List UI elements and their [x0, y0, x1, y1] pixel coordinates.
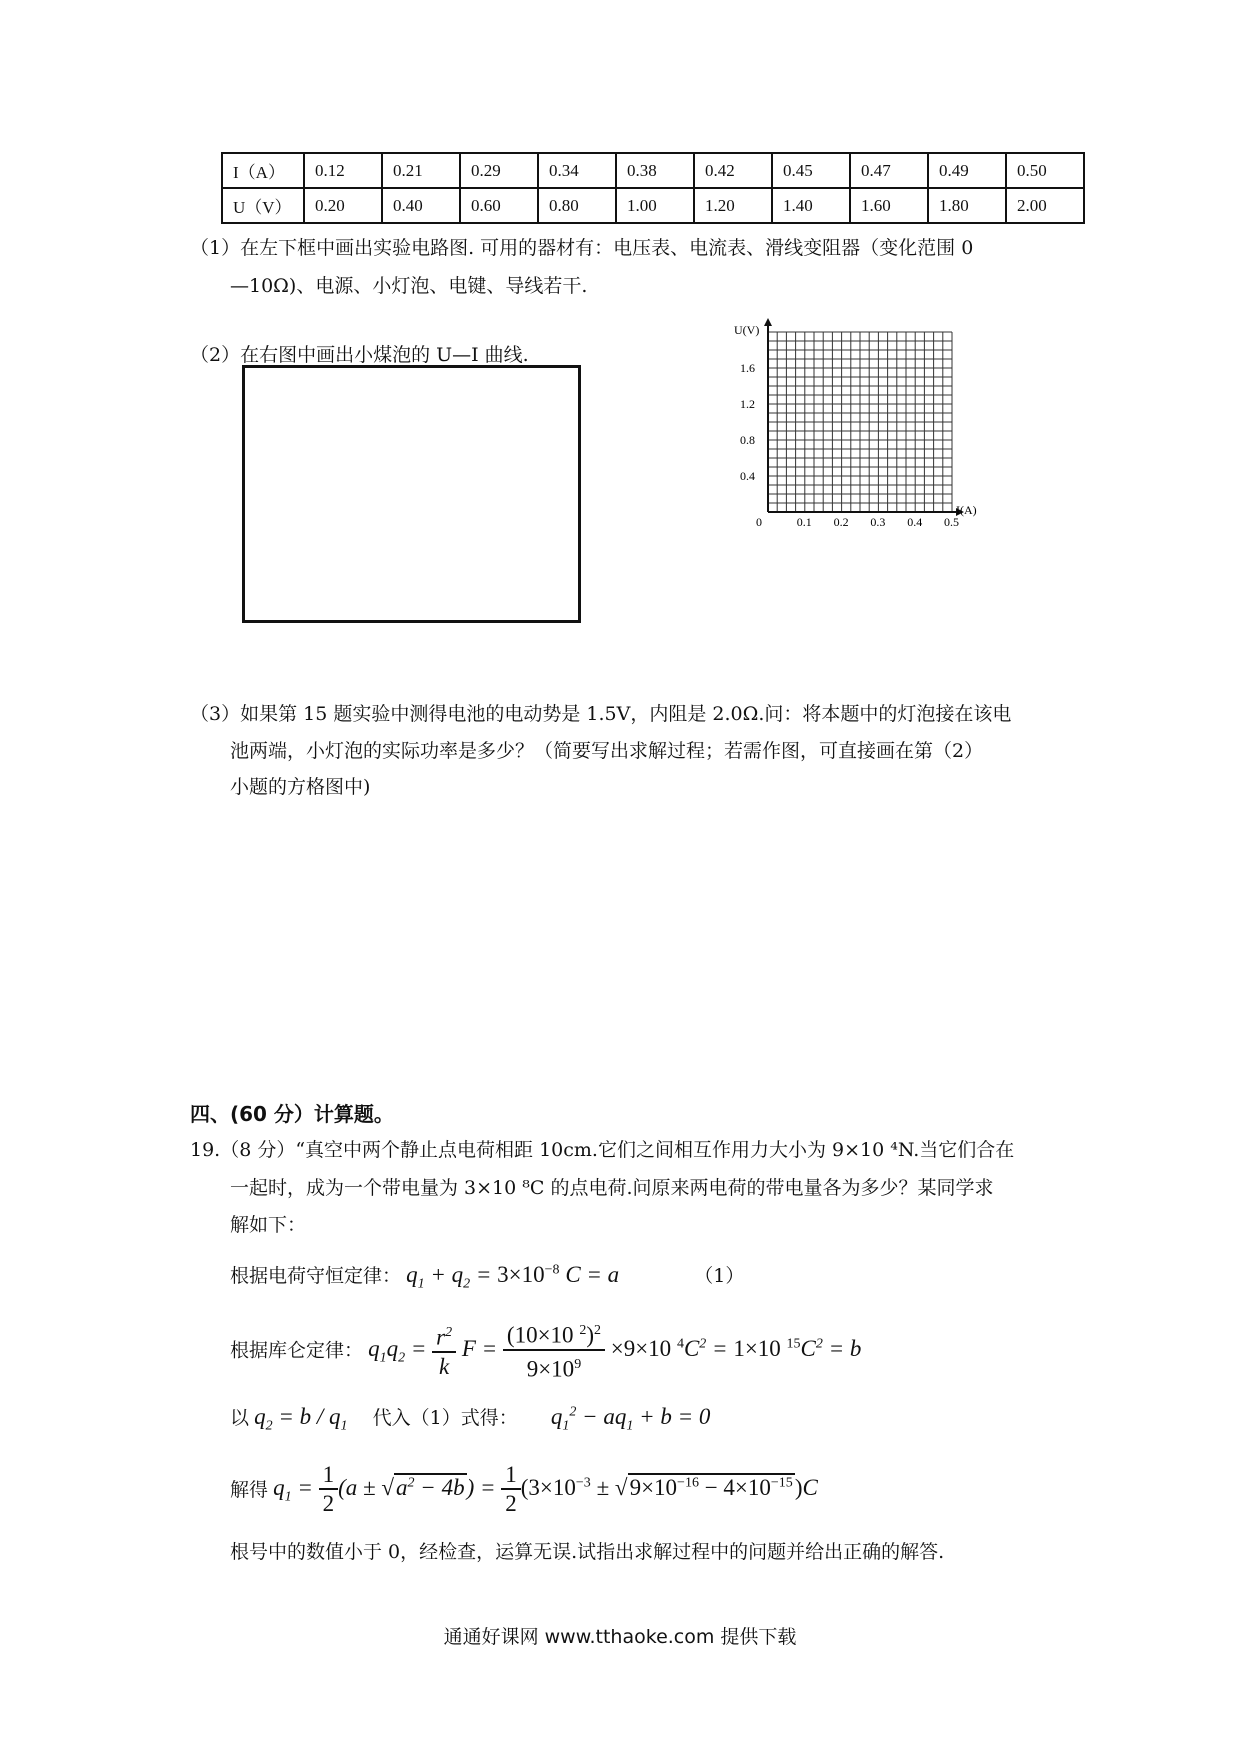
table-cell: 0.34: [538, 153, 616, 188]
table-cell: 0.40: [382, 188, 460, 223]
x-axis-label: I(A): [956, 503, 977, 517]
y-axis-label: U(V): [734, 323, 760, 337]
section-title: 四、(60 分）计算题。: [190, 1102, 394, 1126]
y-tick-labels: [740, 361, 755, 483]
table-cell: 0.45: [772, 153, 850, 188]
table-cell: 1.40: [772, 188, 850, 223]
question-2-text: （2）在右图中画出小煤泡的 U—I 曲线.: [190, 344, 529, 366]
equation-2: [230, 1318, 861, 1383]
equation-1-tag: （1）: [694, 1265, 745, 1287]
question-3-line-3: 小题的方格图中): [230, 776, 371, 798]
equation-3-label: 以: [230, 1407, 250, 1429]
problem-19-conclusion: 根号中的数值小于 0，经检查，运算无误.试指出求解过程中的问题并给出正确的解答.: [230, 1541, 945, 1563]
u-i-grid-chart: [730, 318, 990, 538]
equation-2-math: $q_1q_2$ = $\frac{r^2}{k}$ F = $\frac{(10\times 10 ^2)^2}{9\times 10^9}$ ×9×10 $^4C^2 = 1\times 10$ $^{15}C^2 = b$: [368, 1336, 861, 1361]
x-tick-label: 0.2: [833, 515, 849, 529]
table-cell: 1.20: [694, 188, 772, 223]
problem-19-line-2: 一起时，成为一个带电量为 3×10 ⁸C 的点电荷.问原来两电荷的带电量各为多少？某同学求: [230, 1177, 994, 1199]
equation-1-math: $q_1 + q_2 = 3\times 10^{-8}$ C = a: [406, 1262, 620, 1292]
equation-3-math: $q_1^2 - aq_1 + b = 0$: [550, 1404, 711, 1434]
question-3-line-1: （3）如果第 15 题实验中测得电池的电动势是 1.5V，内阻是 2.0Ω.问：将本题中的灯泡接在该电: [190, 703, 1012, 725]
question-1-line-1: （1）在左下框中画出实验电路图. 可用的器材有：电压表、电流表、滑线变阻器（变化范围 0: [190, 237, 974, 259]
y-tick-label: 0.4: [740, 469, 755, 483]
equation-3: [230, 1400, 710, 1436]
question-1-line-2: —10Ω)、电源、小灯泡、电键、导线若干.: [230, 275, 588, 297]
data-table: [221, 152, 1085, 224]
table-row-voltage: [222, 188, 1084, 223]
x-tick-labels: [797, 515, 959, 529]
chart-grid: [768, 332, 952, 512]
problem-19-line-1: 19.（8 分）“真空中两个静止点电荷相距 10cm.它们之间相互作用力大小为 9×10 ⁴N.当它们合在: [190, 1139, 1015, 1161]
equation-3-sub: $q_2 = b / q_1$: [254, 1404, 348, 1434]
equation-2-label: 根据库仑定律：: [230, 1339, 364, 1362]
y-tick-label: 1.2: [740, 397, 755, 411]
table-cell: 0.42: [694, 153, 772, 188]
table-cell: 2.00: [1006, 188, 1084, 223]
question-3-line-2: 池两端，小灯泡的实际功率是多少？（简要写出求解过程；若需作图，可直接画在第（2）: [230, 740, 984, 762]
x-tick-label: 0.5: [944, 515, 959, 529]
y-tick-label: 0.8: [740, 433, 755, 447]
equation-4-math: $q_1$ = $\frac{1}{2}$ $(a \pm √a^2 - 4b)$ = $\frac{1}{2}$ $(3\times 10^{-3} \pm √9\times 10^{-16} - 4\times 10^{-15})C$: [273, 1462, 818, 1516]
table-cell: 0.20: [304, 188, 382, 223]
table-cell: 0.29: [460, 153, 538, 188]
table-cell: 1.80: [928, 188, 1006, 223]
table-cell: 0.60: [460, 188, 538, 223]
table-cell: 0.21: [382, 153, 460, 188]
equation-3-mid: 代入（1）式得：: [372, 1407, 518, 1429]
table-cell: 0.49: [928, 153, 1006, 188]
page-footer: 通通好课网 www.tthaoke.com 提供下载: [443, 1626, 797, 1648]
table-header-voltage: U（V）: [222, 188, 304, 223]
table-cell: 0.47: [850, 153, 928, 188]
circuit-drawing-box: [242, 365, 581, 623]
table-cell: 0.12: [304, 153, 382, 188]
y-tick-label: 1.6: [740, 361, 755, 375]
table-cell: 0.80: [538, 188, 616, 223]
problem-19-line-3: 解如下：: [230, 1214, 307, 1236]
equation-1: [230, 1258, 744, 1294]
y-axis-arrow: [764, 318, 772, 326]
equation-1-label: 根据电荷守恒定律：: [230, 1265, 402, 1287]
x-tick-label: 0.3: [870, 515, 886, 529]
table-cell: 1.60: [850, 188, 928, 223]
table-row-current: [222, 153, 1084, 188]
x-tick-label: 0.1: [796, 515, 812, 529]
table-cell: 1.00: [616, 188, 694, 223]
equation-4-label: 解得: [230, 1479, 269, 1501]
table-cell: 0.38: [616, 153, 694, 188]
origin-label: 0: [756, 515, 762, 529]
equation-4: [230, 1462, 818, 1518]
table-header-current: I（A）: [222, 153, 304, 188]
table-cell: 0.50: [1006, 153, 1084, 188]
x-tick-label: 0.4: [907, 515, 923, 529]
